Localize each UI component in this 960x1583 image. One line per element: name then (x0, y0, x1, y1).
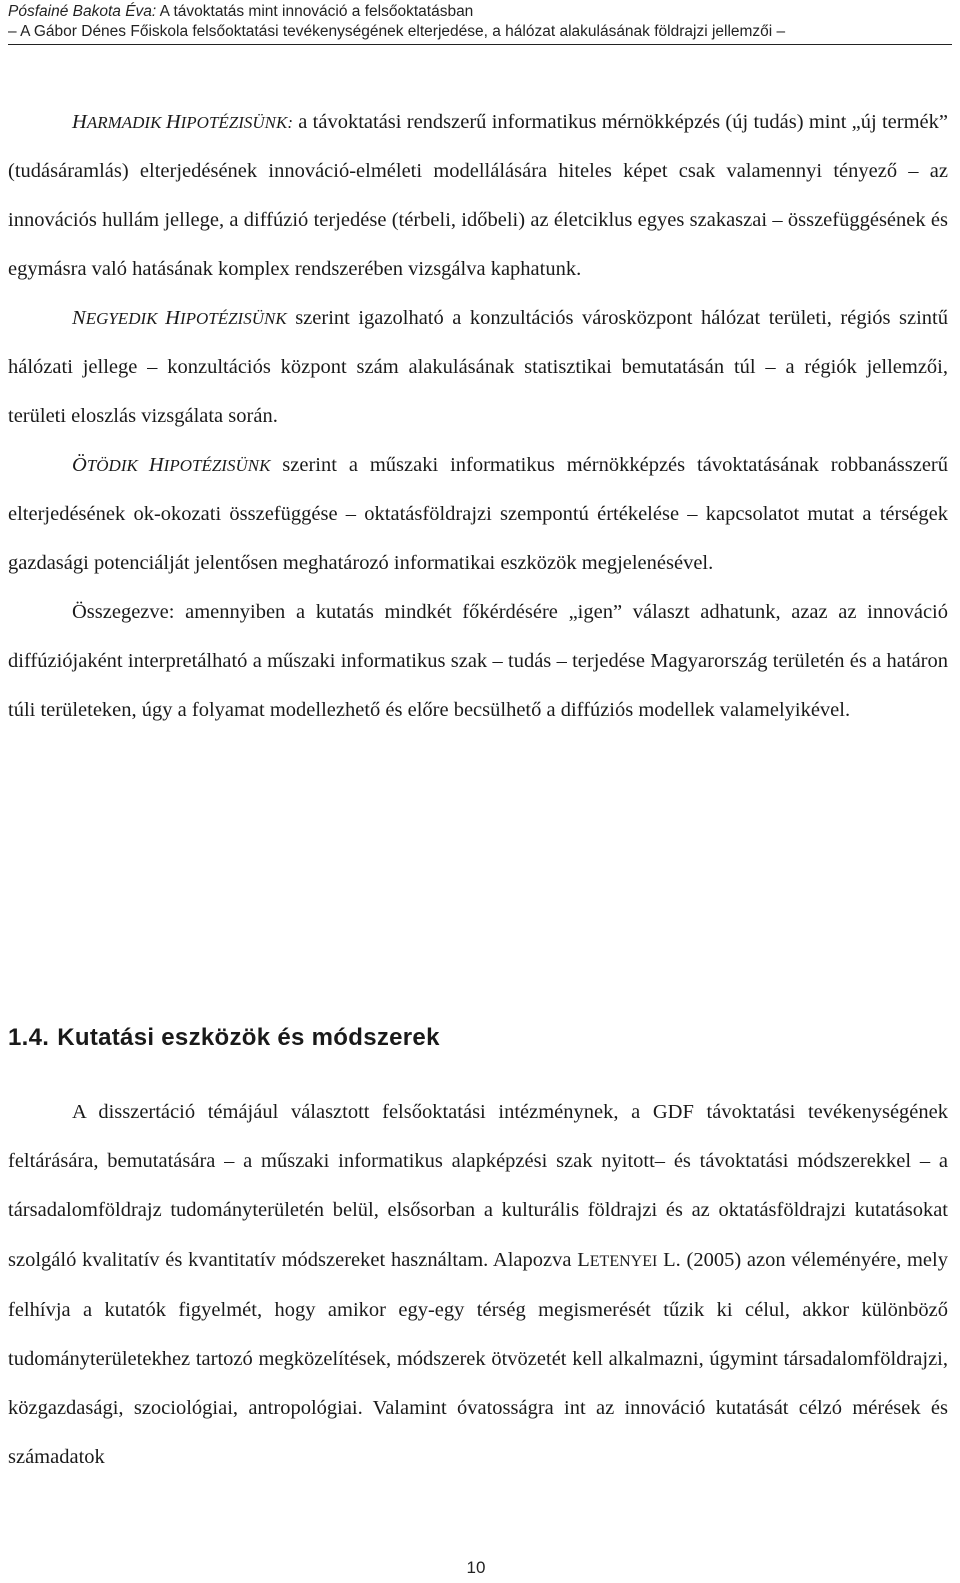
hypothesis-label: HARMADIK HIPOTÉZISÜNK: (72, 111, 294, 133)
paragraph-fourth-hypothesis (8, 294, 948, 441)
section-title: Kutatási eszközök és módszerek (57, 1023, 440, 1051)
hypotheses-text (8, 98, 948, 735)
running-header (8, 2, 952, 45)
paragraph-text: A disszertáció témájául választott felsőoktatási intézménynek, a GDF távoktatási tevékenységének feltárására, bemutatására – a műszaki informatikus alapképzési szak nyitott– és távoktatási módszerekkel – a társadalomföldrajz tudományterületén belül, elsősorban a kulturális földrajzi és az oktatásföldrajzi kutatásokat szolgáló kvalitatív és kvantitatív módszereket használtam. Alapozva (8, 1101, 948, 1271)
header-subtitle: – A Gábor Dénes Főiskola felsőoktatási tevékenységének elterjedése, a hálózat alakulásának földrajzi jellemzői – (8, 22, 952, 45)
header-title: A távoktatás mint innováció a felsőoktatásban (159, 3, 474, 20)
paragraph-text: a távoktatási rendszerű informatikus mérnökképzés (új tudás) mint „új termék” (tudásáramlás) elterjedésének innováció-elméleti modellálására hiteles képet csak valamennyi tényező – az innovációs hullám jellege, a diffúzió terjedése (térbeli, időbeli) az életciklus egyes szakaszai – összefüggésének és egymásra való hatásának komplex rendszerében vizsgálva kaphatunk. (8, 111, 949, 280)
page-number: 10 (466, 1558, 486, 1577)
header-author: Pósfainé Bakota Éva: (8, 3, 157, 20)
section-number: 1.4. (8, 1023, 50, 1051)
paragraph-fifth-hypothesis (8, 441, 948, 588)
cited-author: LETENYEI L. (577, 1248, 681, 1271)
paragraph-text: (2005) azon véleményére, mely felhívja a kutatók figyelmét, hogy amikor egy-egy térség megismerését tűzik ki célul, akkor különböző tudományterületekhez tartozó megközelítések, módszerek ötvözetét kell alkalmazni, úgymint társadalomföldrajzi, közgazdasági, szociológiai, antropológiai. Valamint óvatosságra int az innováció kutatását célzó mérések és számadatok (8, 1248, 948, 1469)
section-body (8, 1088, 948, 1483)
paragraph-third-hypothesis (8, 98, 948, 294)
paragraph-text: szerint igazolható a konzultációs városközpont hálózat területi, régiós szintű hálózati jellege – konzultációs központ szám alakulásának statisztikai bemutatásán túl – a régiók jellemzői, területi eloszlás vizsgálata során. (8, 307, 949, 427)
header-line-1 (8, 2, 952, 22)
paragraph-text: szerint a műszaki informatikus mérnökképzés távoktatásának robbanásszerű elterjedésének ok-okozati összefüggése – oktatásföldrajzi szempontú értékelése – kapcsolatot mutat a térségek gazdasági potenciálját jelentősen meghatározó informatikai eszközök megjelenésével. (8, 454, 949, 574)
hypothesis-label: NEGYEDIK HIPOTÉZISÜNK (72, 307, 287, 329)
paragraph-summary: Összegezve: amennyiben a kutatás mindkét főkérdésére „igen” választ adhatunk, azaz az innováció diffúziójaként interpretálható a műszaki informatikus szak – tudás – terjedése Magyarország területén és a határon túli területeken, úgy a folyamat modellezhető és előre becsülhető a diffúziós modellek valamelyikével. (8, 601, 948, 721)
paragraph-methods (8, 1088, 948, 1483)
section-heading (8, 1020, 440, 1056)
hypothesis-label: ÖTÖDIK HIPOTÉZISÜNK (72, 454, 271, 476)
